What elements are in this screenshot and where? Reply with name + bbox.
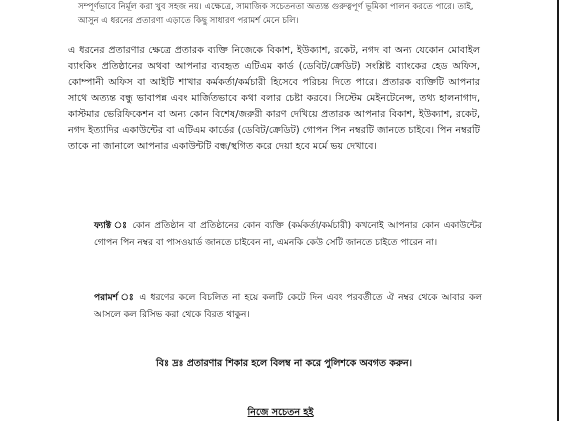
footer-slogan: নিজে সচেতন হই: [247, 407, 314, 418]
advice-paragraph: [94, 290, 482, 324]
fact-text: কোন প্রতিষ্ঠান বা প্রতিষ্ঠানের কোন ব্যক্তি (কর্মকর্তা/কর্মচারী) কখনোই আপনার কোন একাউন্টের গোপন পিন নম্বর বা পাসওয়ার্ড জানতে চাইবেন না, এমনকি কেউ সেটি জানতে চাইতে পারেন না।: [94, 221, 482, 248]
fact-paragraph: [94, 218, 482, 252]
advice-text: এ ধরণের কলে বিচলিত না হয়ে কলটি কেটে দিন এবং পরবর্তীতে ঐ নম্বর থেকে আবার কল আসলে কল রিসিভ করা থেকে বিরত থাকুন।: [94, 293, 482, 320]
main-paragraph: এ ধরনের প্রতারণার ক্ষেত্রে প্রতারক ব্যক্তি নিজেকে বিকাশ, ইউক্যাশ, রকেট, নগদ বা অন্য যেকোন মোবাইল ব্যাংকিং প্রতিষ্ঠানের অথবা আপনার ব্যবহৃত এটিএম কার্ড (ডেবিট/ক্রেডিট) সংশ্লিষ্ট ব্যাংকের হেড অফিস, কোম্পানী অফিস বা আইটি শাখার কর্মকর্তা/কর্মচারী হিসেবে পরিচয় দিতে পারে। প্রতারক ব্যক্তিটি আপনার সাথে অত্যন্ত বন্ধু ভাবাপন্ন এবং মার্জিতভাবে কথা বলার চেষ্টা করবে। সিস্টেম মেইনটেনেন্স, তথ্য হালনাগাদ, কাস্টমার ভেরিফিকেশন বা অন্য কোন বিশেষ/জরুরী কারণ দেখিয়ে প্রতারক আপনার বিকাশ, ইউক্যাশ, রকেট, নগদ ইত্যাদির একাউন্টের বা এটিএম কার্ডের (ডেবিট/ক্রেডিট) গোপন পিন নম্বরটি জানতে চাইবে। পিন নম্বরটি তাকে না জানালে আপনার একাউন্টটি বন্ধ/স্থগিত করে দেয়া হবে মর্মে ভয় দেখাবে।: [68, 45, 480, 152]
intro-note: সম্পূর্ণভাবে নির্মূল করা খুব সহজ নয়। এক্ষেত্রে, সামাজিক সচেতনতা অত্যন্ত গুরুত্বপূর্ণ ভূমিকা পালন করতে পারে। তাই, আসুন এ ধরনের প্রতারণা এড়াতে কিছু সাধারণ পরামর্শ মেনে চলি।: [78, 2, 474, 26]
advice-label: পরামর্শ ঃ: [94, 293, 136, 303]
police-note: বিঃ দ্রঃ প্রতারণার শিকার হলে বিলম্ব না করে পুলিশকে অবগত করুন।: [156, 358, 412, 369]
fact-label: ফ্যাক্ট ঃ: [94, 221, 129, 231]
